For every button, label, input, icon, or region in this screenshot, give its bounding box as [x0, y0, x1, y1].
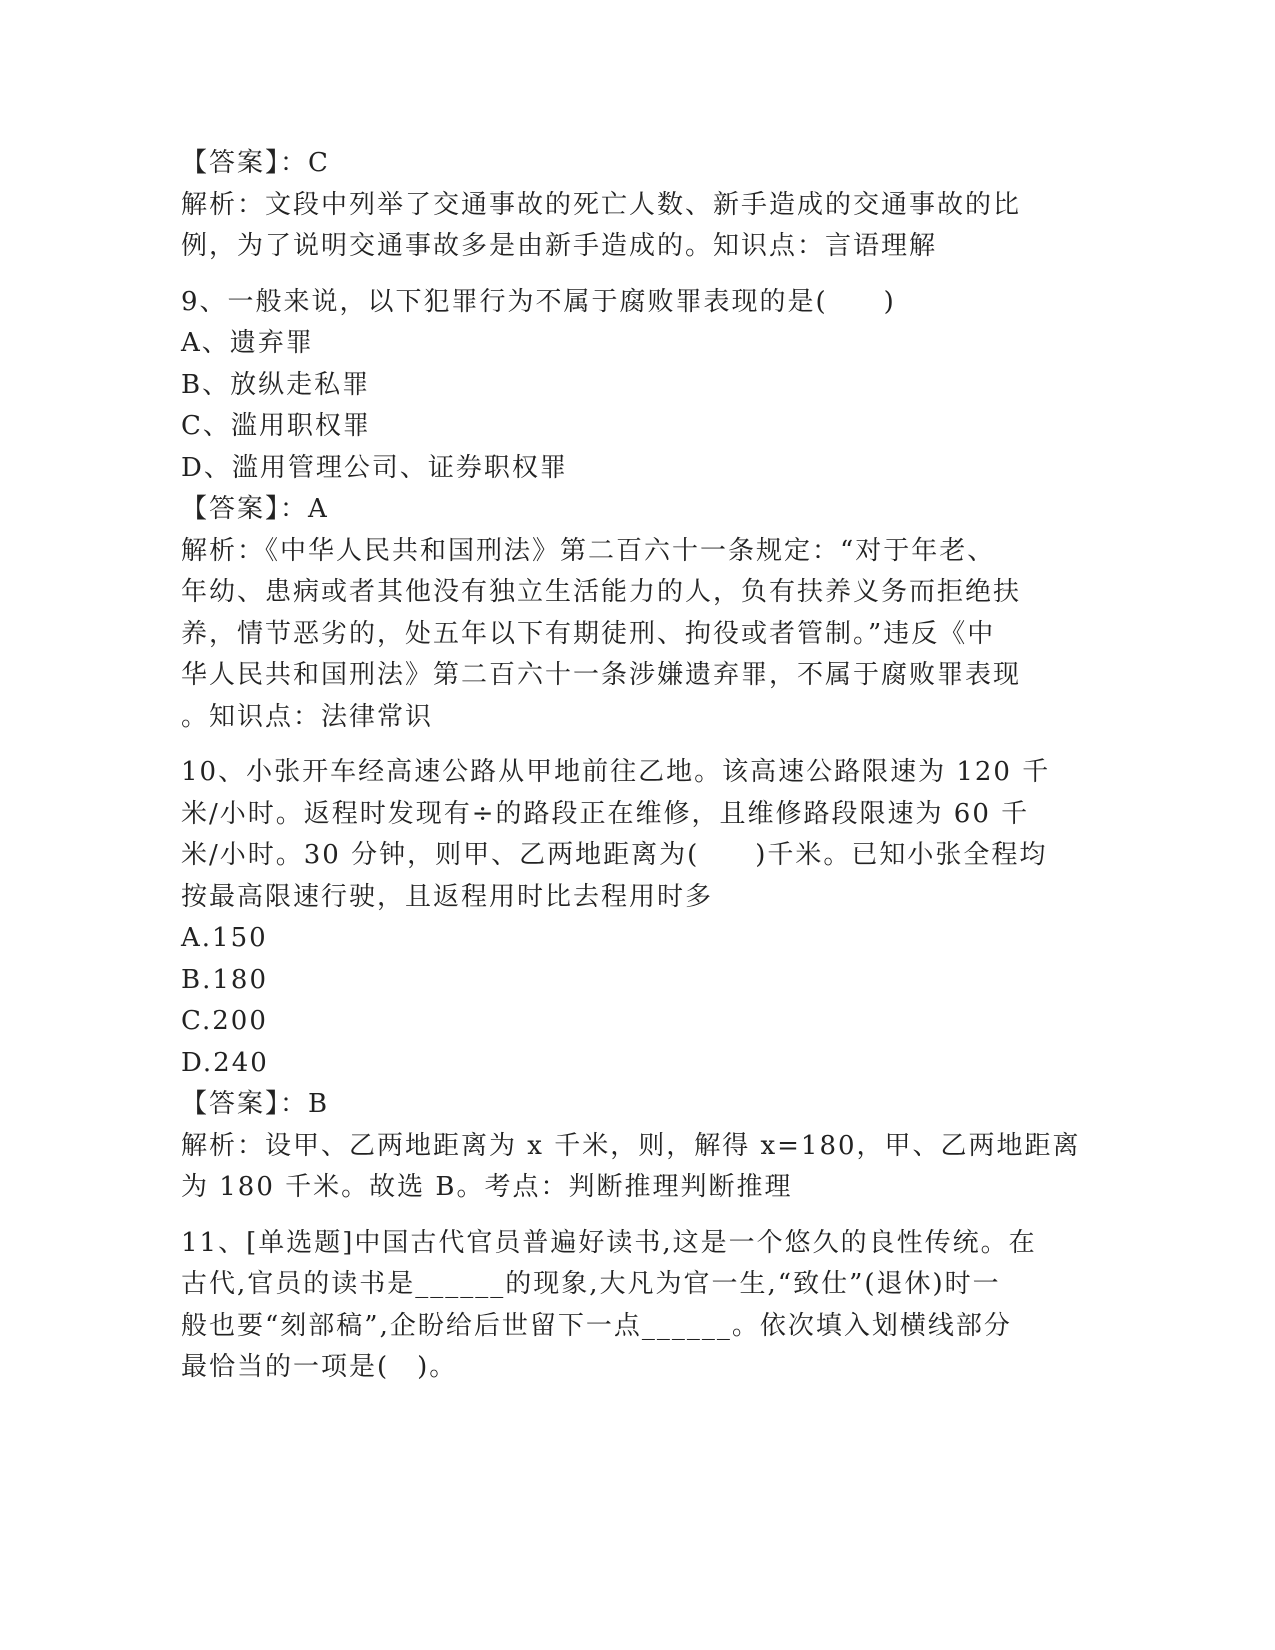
document-page	[181, 143, 1081, 1389]
explanation-line: 华人民共和国刑法》第二百六十一条涉嫌遗弃罪，不属于腐败罪表现	[181, 660, 1022, 690]
explanation-line: 养，情节恶劣的，处五年以下有期徒刑、拘役或者管制。”违反《中	[181, 618, 996, 649]
answer-block-8	[181, 143, 1061, 268]
option-c: C、滥用职权罪	[181, 411, 371, 441]
explanation-line: 解析：《中华人民共和国刑法》第二百六十一条规定：“对于年老、	[181, 535, 996, 566]
explanation-line: 为 180 千米。故选 B。考点：判断推理判断推理	[181, 1172, 793, 1202]
question-stem: 米/小时。30 分钟，则甲、乙两地距离为( )千米。已知小张全程均	[181, 840, 1048, 870]
question-stem: 10、小张开车经高速公路从甲地前往乙地。该高速公路限速为 120 千	[181, 757, 1051, 787]
explanation-line: 。知识点：法律常识	[181, 701, 434, 732]
question-11	[181, 1223, 1061, 1389]
explanation-line: 年幼、患病或者其他没有独立生活能力的人，负有扶养义务而拒绝扶	[181, 577, 1022, 607]
option-d: D.240	[181, 1047, 269, 1078]
explanation-line: 解析：设甲、乙两地距离为 x 千米，则，解得 x=180，甲、乙两地距离	[181, 1130, 1081, 1161]
explanation-line: 例，为了说明交通事故多是由新手造成的。知识点：言语理解	[181, 231, 938, 261]
answer-label: 【答案】：B	[181, 1089, 330, 1119]
question-stem: 9、一般来说，以下犯罪行为不属于腐败罪表现的是( )	[181, 286, 896, 317]
question-stem: 按最高限速行驶，且返程用时比去程用时多	[181, 881, 714, 912]
question-stem: 11、[单选题]中国古代官员普遍好读书,这是一个悠久的良性传统。在	[181, 1227, 1037, 1258]
option-b: B.180	[181, 964, 268, 995]
option-b: B、放纵走私罪	[181, 369, 371, 400]
question-stem: 古代,官员的读书是______的现象,大凡为官一生,“致仕”(退休)时一	[181, 1269, 1001, 1299]
option-a: A.150	[181, 923, 268, 953]
option-c: C.200	[181, 1006, 268, 1036]
answer-label: 【答案】：C	[181, 148, 330, 178]
question-9	[181, 282, 1061, 739]
explanation-line: 解析：文段中列举了交通事故的死亡人数、新手造成的交通事故的比	[181, 189, 1022, 220]
option-d: D、滥用管理公司、证券职权罪	[181, 452, 568, 483]
answer-label: 【答案】：A	[181, 494, 329, 524]
question-10	[181, 752, 1081, 1209]
question-stem: 般也要“刻部稿”,企盼给后世留下一点______。依次填入划横线部分	[181, 1310, 1012, 1341]
question-stem: 最恰当的一项是( )。	[181, 1352, 458, 1382]
option-a: A、遗弃罪	[181, 328, 314, 358]
question-stem: 米/小时。返程时发现有÷的路段正在维修，且维修路段限速为 60 千	[181, 798, 1030, 829]
